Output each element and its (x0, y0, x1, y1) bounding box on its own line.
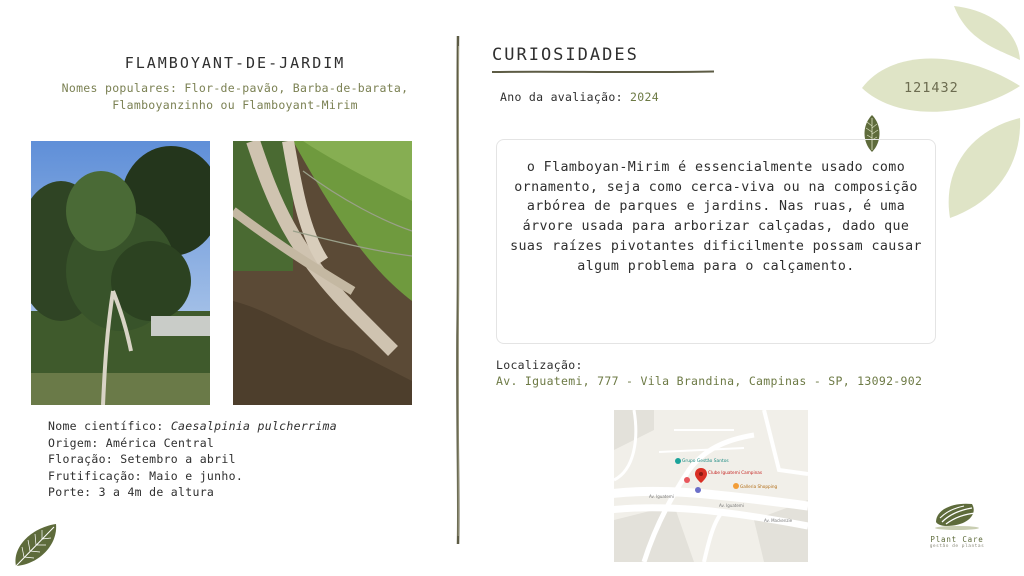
map-street-3: Av. Mackenzie (764, 518, 793, 523)
flowering: Floração: Setembro a abril (48, 452, 236, 466)
brand-name: Plant Care (930, 535, 984, 544)
map-street-1: Av. Iguatemi (649, 494, 674, 499)
map-place-3: Galleria Shopping (740, 484, 778, 489)
location-label: Localização: (496, 358, 583, 372)
scientific-name-label: Nome científico: (48, 419, 171, 433)
column-divider (453, 36, 463, 544)
title-underline (492, 68, 714, 76)
plant-title: FLAMBOYANT-DE-JARDIM (124, 54, 346, 72)
record-code: 121432 (904, 80, 959, 96)
map-place-2: Clube Iguatemi Campinas (708, 470, 763, 475)
map-street-2: Av. Iguatemi (719, 503, 744, 508)
origin: Origem: América Central (48, 435, 215, 450)
plant-facts (48, 418, 337, 501)
location-address[interactable]: Av. Iguatemi, 777 - Vila Brandina, Campinas - SP, 13092-902 (496, 374, 923, 388)
evaluation-year (500, 90, 659, 104)
plant-size: Porte: 3 a 4m de altura (48, 485, 215, 499)
popular-names-line-2: Flamboyanzinho ou Flamboyant-Mirim (112, 98, 358, 112)
popular-names-line-1: Nomes populares: Flor-de-pavão, Barba-de-barata, (61, 81, 409, 95)
map-place-1: Grupo Gestão Santos (682, 459, 729, 464)
evaluation-year-label: Ano da avaliação: (500, 90, 631, 104)
popular-names (40, 80, 430, 114)
leaf-shape-top (954, 6, 1020, 60)
leaf-icon (10, 522, 60, 570)
curiosities-box (496, 139, 936, 344)
plant-photo-1 (31, 141, 210, 405)
evaluation-year-value: 2024 (630, 90, 659, 104)
curiosities-text: o Flamboyan-Mirim é essencialmente usado como ornamento, seja como cerca-viva ou na composição arbórea de parques e jardins. Nas ruas, é uma árvore usada para arborizar calçadas, dado que suas raízes pivotantes dificilmente possam causar algum problema para o calçamento. (510, 160, 922, 274)
fruiting: Frutificação: Maio e junho. (48, 468, 244, 483)
curiosities-title: CURIOSIDADES (492, 45, 639, 65)
logo-leaf-icon (932, 500, 982, 530)
leaf-shape-bottom (949, 118, 1020, 218)
scientific-name (48, 418, 337, 435)
location-map[interactable] (614, 410, 808, 562)
scientific-name-value: Caesalpinia pulcherrima (170, 419, 337, 433)
plant-care-logo (918, 500, 996, 552)
plant-photo-2 (233, 141, 412, 405)
brand-tagline: gestão de plantas (929, 544, 985, 549)
